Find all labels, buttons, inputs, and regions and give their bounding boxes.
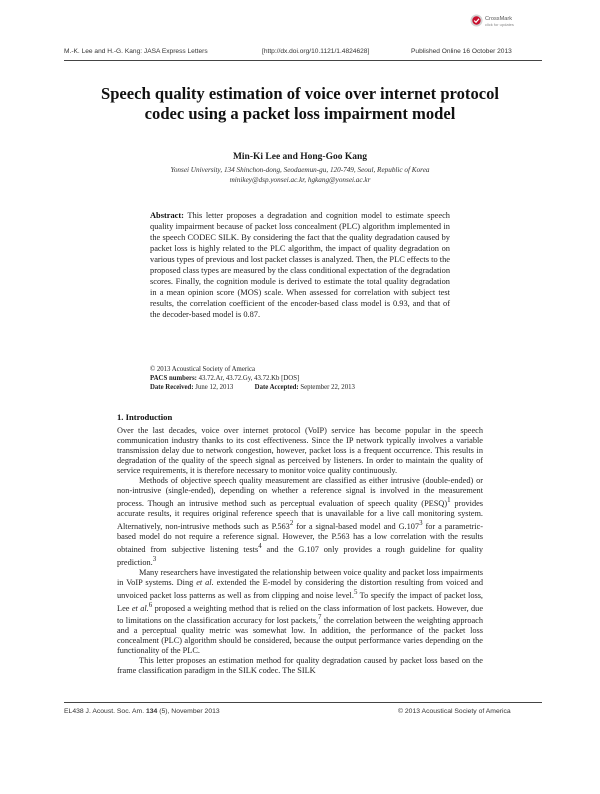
pacs-line [150,375,450,384]
section-heading: 1. Introduction [117,412,173,422]
paragraph-2 [117,476,483,567]
ref-4[interactable]: 4 [258,543,262,551]
affiliation-address: Yonsei University, 134 Shinchon-dong, Seodaemun-gu, 120-749, Seoul, Republic of Korea [170,166,430,174]
article-meta [150,366,450,393]
paragraph-1: Over the last decades, voice over internet protocol (VoIP) service has become popular in the speech communication industry thanks to its cost effectiveness. Since the IP network typically involves a variable transmission delay due to network congestion, however, packet loss is a frequent occurrence. This results in degradation of the quality of the speech signal as perceived by listeners. In order to maintain the quality of service requirements, it is therefore necessary to monitor voice quality continuously. [117,426,483,476]
header-published: Published Online 16 October 2013 [411,48,512,55]
ref-3[interactable]: 3 [419,520,423,528]
p3-text-b: extended the E-model by considering the distortion resulting from voiced and unvoiced packet loss patterns as well as from clipping and noise level. [117,577,483,600]
pacs-value: 43.72.Ar, 43.72.Gy, 43.72.Kb [DOS] [198,374,300,382]
copyright-line: © 2013 Acoustical Society of America [150,366,256,373]
ref-6[interactable]: 6 [148,601,153,609]
p3-text-d: proposed a weighting method that is relied on the class information of lost packets. However, due to limitations on the classification accuracy for lost packets, [117,603,484,626]
p3-text-c: To specify the impact of packet loss, Lee [117,590,484,613]
received-label: Date Received: [150,383,194,391]
ref-2[interactable]: 2 [289,520,294,528]
p2-text-b: provides accurate results, it requires original reference speech that is unavailable for a live call monitoring system. Alternatively, non-intrusive methods such as P.563 [117,499,483,531]
crossmark-line1: CrossMark [485,16,513,22]
affiliation [80,166,520,185]
paragraph-3 [117,568,483,657]
affiliation-emails[interactable]: minikey@dsp.yonsei.ac.kr, hgkang@yonsei.ac.kr [229,175,371,184]
p2-text-a: Methods of objective speech quality measurement are classified as either intrusive (double-ended) or non-intrusive (single-ended), depending on whether a reference signal is involved in the measurement process. Though an intrusive method such as perceptual evaluation of speech quality (PESQ) [117,476,483,509]
footer-issue: (5), November 2013 [157,708,220,715]
crossmark-label [485,16,514,27]
abstract [150,210,450,320]
received-value: June 12, 2013 [195,383,234,391]
ref-1[interactable]: 1 [447,497,451,505]
header-authors: M.-K. Lee and H.-G. Kang: JASA Express Letters [64,48,208,55]
pacs-label: PACS numbers: [150,374,197,382]
footer-citation [64,708,220,715]
ref-7[interactable]: 7 [318,614,322,622]
crossmark-line2: click for updates [485,22,514,27]
p3-etal-2: et al. [131,603,149,613]
p3-text-e: the correlation between the weighting approach and a perceptual quality metric was somewhat low. In addition, the performance of the packet loss concealment (PLC) algorithm should be considered, because the output performance varies depending on the functionality of the PLC. [117,616,483,656]
ref-3b[interactable]: 3 [152,555,157,563]
dates-line [150,384,450,393]
accepted-value: September 22, 2013 [300,383,355,391]
crossmark-logo[interactable] [470,14,534,30]
p2-text-e: and the G.107 only provides a rough guideline for quality prediction. [117,544,484,567]
footer-journal: EL438 J. Acoust. Soc. Am. [64,708,146,715]
header-doi[interactable]: [http://dx.doi.org/10.1121/1.4824628] [262,48,370,55]
footer-volume: 134 [145,708,158,715]
paper-authors: Min-Ki Lee and Hong-Goo Kang [232,152,368,162]
crossmark-icon [470,14,483,27]
paper-title: Speech quality estimation of voice over internet protocol codec using a packet loss impairment model [100,84,500,123]
p3-text-a: Many researchers have investigated the relationship between voice quality and packet loss impairments in VoIP systems. Ding [117,567,483,587]
p3-etal-1: et al. [196,577,214,587]
footer-copyright: © 2013 Acoustical Society of America [398,708,511,715]
ref-5[interactable]: 5 [353,588,358,596]
paragraph-4: This letter proposes an estimation method for quality degradation caused by packet loss based on the frame classification paradigm in the SILK codec. The SILK [117,656,483,676]
body-text [117,426,483,676]
header-rule [64,60,542,61]
footer-rule [64,702,542,703]
p2-text-d: for a parametric-based model do not require a reference signal. However, the P.563 has a low correlation with the results obtained from subjective listening tests [117,521,484,554]
accepted-label: Date Accepted: [254,383,299,391]
abstract-label: Abstract: [150,211,184,220]
p2-text-c: for a signal-based model and G.107 [293,521,420,531]
abstract-text: This letter proposes a degradation and cognition model to estimate speech quality impairment because of packet loss concealment (PLC) algorithm implemented in the speech CODEC SILK. By considering the fact that the quality degradation caused by packet loss is highly related to the PLC algorithm, the impact of quality degradation on various types of previous and lost packet classes is analyzed. Then, the PLC effects to the proposed class types are measured by the class conditional expectation of the degradation scores. Finally, the cognition module is derived to estimate the total quality degradation in a mean opinion score (MOS) scale. When assessed for correlation with subject test results, the correlation coefficient of the encoder-based class model is 0.93, and that of the decoder-based model is 0.87. [150,211,451,320]
